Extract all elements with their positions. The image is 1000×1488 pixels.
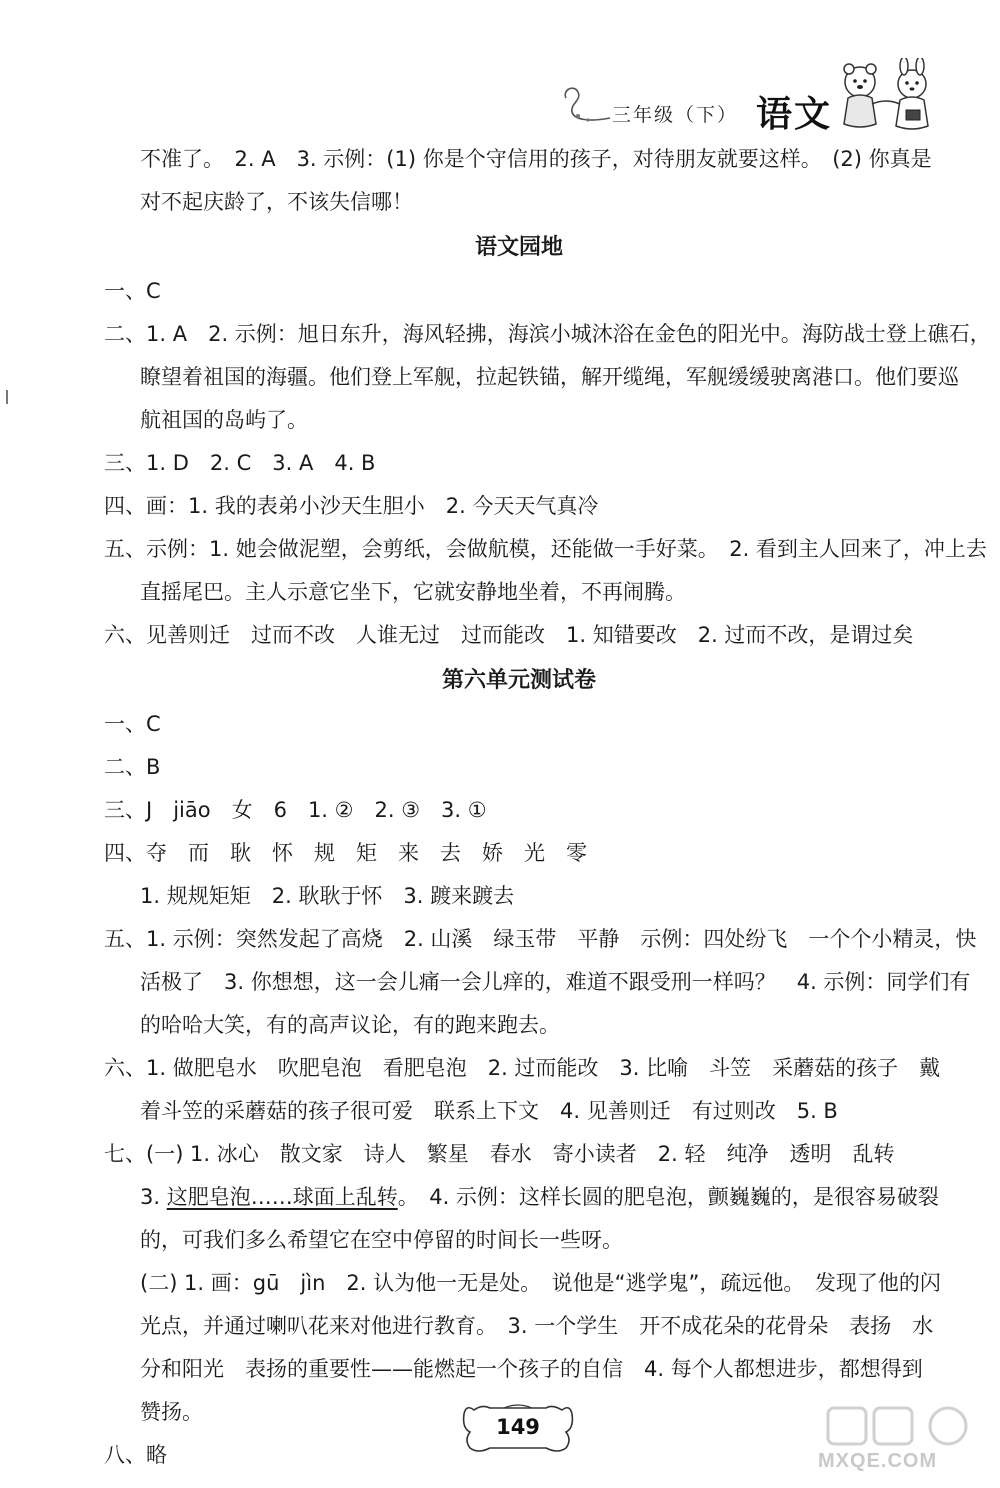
text-line: 一、C: [104, 712, 161, 736]
text-line: 二、B: [104, 755, 161, 779]
text-line: 六、1. 做肥皂水 吹肥皂泡 看肥皂泡 2. 过而能改 3. 比喻 斗笠 采蘑菇的孩子 戴: [104, 1056, 941, 1080]
text-line: 五、1. 示例：突然发起了高烧 2. 山溪 绿玉带 平静 示例：四处纷飞 一个个小精灵，快: [104, 927, 977, 951]
text-line: 航祖国的岛屿了。: [140, 408, 308, 432]
text-fragment: 。 4. 示例：这样长圆的肥皂泡，颤巍巍的，是很容易破裂: [397, 1185, 939, 1209]
watermark-text: MXQE.COM: [818, 1450, 938, 1472]
text-fragment: 3.: [140, 1185, 167, 1209]
mascot-bears-icon: [832, 58, 942, 138]
text-line: 六、见善则迁 过而不改 人谁无过 过而能改 1. 知错要改 2. 过而不改，是谓过矣: [104, 623, 914, 647]
text-line: 七、(一) 1. 冰心 散文家 诗人 繁星 春水 寄小读者 2. 轻 纯净 透明 乱转: [104, 1142, 895, 1166]
text-line: 八、略: [104, 1443, 167, 1467]
page-footer: [460, 1400, 576, 1456]
text-line: 五、示例：1. 她会做泥塑，会剪纸，会做航模，还能做一手好菜。 2. 看到主人回来了，冲上去: [104, 537, 987, 561]
text-line: 四、夺 而 耿 怀 规 矩 来 去 娇 光 零: [104, 841, 587, 865]
watermark: [808, 1400, 988, 1484]
answer-content: [104, 138, 991, 1477]
text-line: 四、画：1. 我的表弟小沙天生胆小 2. 今天天气真冷: [104, 494, 599, 518]
text-line: 的，可我们多么希望它在空中停留的时间长一些呀。: [140, 1228, 623, 1252]
text-line: 分和阳光 表扬的重要性——能燃起一个孩子的自信 4. 每个人都想进步，都想得到: [140, 1357, 923, 1381]
text-line: (二) 1. 画：gū jìn 2. 认为他一无是处。 说他是“逃学鬼”，疏远他。 发现了他的闪: [140, 1271, 941, 1295]
text-line: 一、C: [104, 279, 161, 303]
text-line: 着斗笠的采蘑菇的孩子很可爱 联系上下文 4. 见善则迁 有过则改 5. B: [140, 1099, 838, 1123]
swirl-decoration-icon: [560, 78, 620, 128]
text-line: 赞扬。: [140, 1400, 203, 1424]
text-line: 直摇尾巴。主人示意它坐下，它就安静地坐着，不再闹腾。: [140, 580, 686, 604]
text-line: 瞭望着祖国的海疆。他们登上军舰，拉起铁锚，解开缆绳，军舰缓缓驶离港口。他们要巡: [140, 365, 959, 389]
text-line: 活极了 3. 你想想，这一会儿痛一会儿痒的，难道不跟受刑一样吗？ 4. 示例：同学们有: [140, 970, 971, 994]
page-header: [560, 78, 960, 138]
text-line: 二、1. A 2. 示例：旭日东升，海风轻拂，海滨小城沐浴在金色的阳光中。海防战士登上礁石，: [104, 322, 991, 346]
text-line: [104, 1176, 939, 1219]
section-title-unit-six-test: 第六单元测试卷: [441, 668, 596, 693]
text-line: 1. 规规矩矩 2. 耿耿于怀 3. 踱来踱去: [140, 884, 515, 908]
text-line: 不准了。 2. A 3. 示例：(1) 你是个守信用的孩子，对待朋友就要这样。 (2) 你真是: [140, 147, 932, 171]
page-number: 149: [496, 1415, 540, 1439]
text-line: 光点，并通过喇叭花来对他进行教育。 3. 一个学生 开不成花朵的花骨朵 表扬 水: [140, 1314, 934, 1338]
text-line: 三、J jiāo 女 6 1. ② 2. ③ 3. ①: [104, 798, 487, 822]
text-line: 三、1. D 2. C 3. A 4. B: [104, 451, 376, 475]
text-line: 对不起庆龄了，不该失信哪！: [140, 190, 413, 214]
grade-label: 三年级（下）: [612, 104, 739, 126]
watermark-logo-icon: [808, 1400, 988, 1450]
section-title-chinese-garden: 语文园地: [474, 235, 563, 260]
subject-title: 语文: [756, 94, 833, 135]
scan-mark: [6, 390, 8, 404]
text-line: 的哈哈大笑，有的高声议论，有的跑来跑去。: [140, 1013, 560, 1037]
underlined-sentence: 这肥皂泡……球面上乱转: [166, 1185, 398, 1209]
